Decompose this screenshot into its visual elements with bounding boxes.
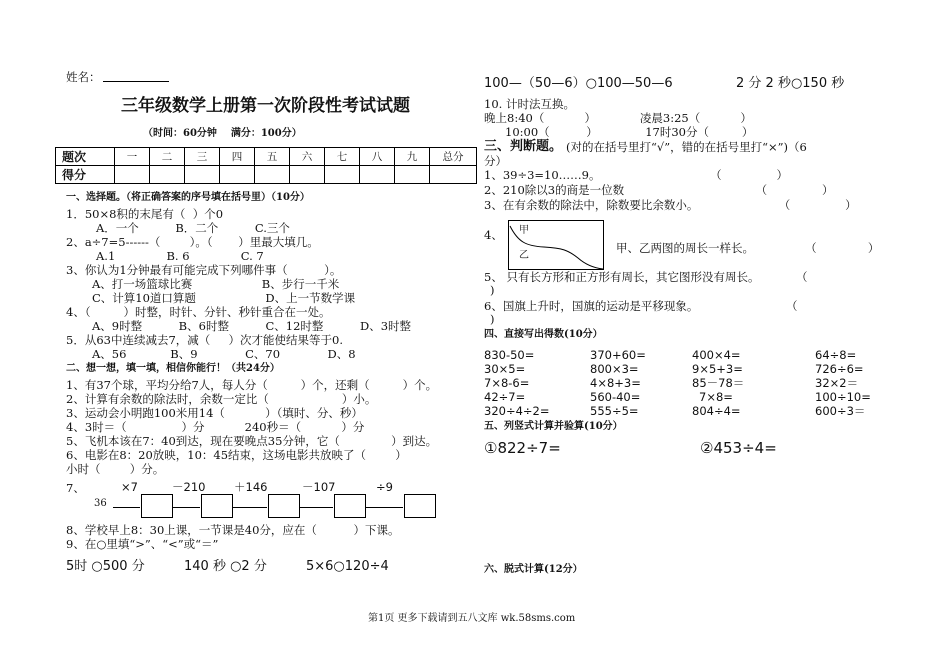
question-10-b: 10:00（ ） 17时30分（ ） [505,125,754,139]
calc-item: 370+60= [590,348,646,362]
page-footer: 第1页 更多下载请到五八文库 wk.58sms.com [368,613,576,624]
score-cell[interactable] [220,166,255,184]
score-cell[interactable] [325,166,360,184]
chain-answer-box[interactable] [201,494,233,518]
calc-item: 30×5= [484,362,526,376]
score-cell-total[interactable] [430,166,477,184]
question-1-5: 5．从63中连续减去7，减（ ）次才能使结果等于0. [66,333,344,347]
calc-item: 800×3= [590,362,639,376]
chain-arrow-line [113,507,140,508]
chain-op: ÷9 [376,480,393,494]
chain-arrow-line [300,507,333,508]
compare-item: 100—（50—6）○100—50—6 [484,76,673,91]
calc-item: 42÷7= [484,390,526,404]
question-1-3: 3、你认为1分钟最有可能完成下列哪件事（ ）。 [66,263,342,277]
question-1-4-options: A、9时整 B、6时整 C、12时整 D、3时整 [92,319,412,333]
question-1-5-options: A、56 B、9 C、70 D、8 [92,347,356,361]
chain-answer-box[interactable] [334,494,366,518]
calc-item: 85－78＝ [692,376,745,390]
score-cell[interactable] [360,166,395,184]
section-3-desc-cont: 分） [484,154,507,168]
section-6-title: 六、脱式计算(12分） [484,564,583,575]
calc-item: 320÷4÷2= [484,404,550,418]
calc-item: 7×8-6= [484,376,530,390]
calc-item: 560-40= [590,390,641,404]
section-2-title: 二、想一想，填一填，相信你能行！（共24分） [66,363,280,374]
calc-item: 64÷8= [815,348,857,362]
chain-op: ×7 [121,480,138,494]
question-1-3-options-b: C、计算10道口算题 D、上一节数学课 [92,291,356,305]
score-col: 一 [115,148,150,166]
chain-op: －210 [172,480,206,494]
judge-4-text: 甲、乙两图的周长一样长。 （ ） [616,241,880,255]
judge-5-close: ) [490,283,495,297]
question-2-3: 3、运动会小明跑100米用14（ ）（填时、分、秒） [66,406,363,420]
chain-answer-box[interactable] [268,494,300,518]
section-5-title: 五、列竖式计算并验算(10分） [484,421,623,432]
page-title: 三年级数学上册第一次阶段性考试试题 [121,96,410,116]
compare-item: 140 秒 ○2 分 [184,559,267,574]
judge-4-number: 4、 [484,228,503,242]
judge-6-close: ) [490,312,495,326]
score-cell[interactable] [290,166,325,184]
section-3-desc: (对的在括号里打“√”，错的在括号里打“×”)（6 [566,140,807,154]
calc-item: 100÷10= [815,390,871,404]
score-row-label: 得分 [56,166,115,184]
judge-2: 2、210除以3的商是一位数 （ ） [484,183,834,197]
calc-item: 600÷3＝ [815,404,866,418]
name-label: 姓名： [66,70,101,84]
score-col: 四 [220,148,255,166]
judge-6: 6、国旗上升时，国旗的运动是平移现象。 （ [484,299,798,313]
score-col: 二 [150,148,185,166]
question-10-a: 晚上8:40（ ） 凌晨3:25（ ） [484,111,752,125]
chain-op: ＋146 [234,480,268,494]
vertical-calc-2: ②453÷4= [700,439,777,457]
calc-item: 400×4= [692,348,741,362]
question-2-5: 5、飞机本该在7：40到达，现在要晚点35分钟，它（ ）到达。 [66,434,438,448]
score-col: 五 [255,148,290,166]
question-2-6: 6、电影在8：20放映，10：45结束，这场电影共放映了（ ） [66,448,407,462]
chain-arrow-line [366,507,403,508]
section-1-title: 一、选择题。（将正确答案的序号填在括号里）（10分） [66,192,310,203]
score-col: 八 [360,148,395,166]
compare-item: 5×6○120÷4 [306,559,389,574]
calc-item: 32×2＝ [815,376,859,390]
score-row-label: 题次 [56,148,115,166]
score-cell[interactable] [150,166,185,184]
score-cell[interactable] [395,166,430,184]
score-table [55,147,477,184]
score-cell[interactable] [255,166,290,184]
score-col: 七 [325,148,360,166]
chain-op: －107 [302,480,336,494]
calc-item: 555÷5= [590,404,639,418]
calc-item: 830-50= [484,348,535,362]
calc-item: 7×8= [699,390,733,404]
score-table-score-row [56,166,477,184]
question-2-7-label: 7、 [66,481,85,495]
score-table-header-row [56,148,477,166]
question-2-1: 1、有37个球，平均分给7人，每人分（ ）个，还剩（ ）个。 [66,378,438,392]
question-2-8: 8、学校早上8：30上课，一节课是40分，应在（ ）下课。 [66,523,400,537]
question-1-1-options: A．一个 B．二个 C.三个 [96,221,290,235]
score-col: 三 [185,148,220,166]
calc-item: 9×5+3= [692,362,743,376]
calc-item: 804÷4= [692,404,741,418]
vertical-calc-1: ①822÷7= [484,439,561,457]
score-col: 六 [290,148,325,166]
chain-answer-box[interactable] [141,494,173,518]
question-2-4: 4、3时＝（ ）分 240秒＝（ ）分 [66,420,365,434]
figure-label-yi: 乙 [519,250,529,261]
calc-item: 726÷6= [815,362,864,376]
chain-arrow-line [173,507,200,508]
question-1-2: 2、a÷7=5------（ ）。（ ）里最大填几。 [66,235,319,249]
judge-1: 1、39÷3=10……9。 （ ） [484,168,788,182]
question-1-3-options-a: A、打一场篮球比赛 B、步行一千米 [92,277,340,291]
question-1-1: 1．50×8积的末尾有（ ）个0 [66,207,224,221]
judge-3: 3、在有余数的除法中，除数要比余数小。 （ ） [484,198,857,212]
compare-item: 5时 ○500 分 [66,559,145,574]
chain-arrow-line [233,507,267,508]
chain-start-value: 36 [94,498,107,509]
calc-item: 4×8+3= [590,376,641,390]
section-3-title: 三、判断题。 [484,139,563,154]
section-4-title: 四、直接写出得数(10分） [484,329,603,340]
question-1-2-options: A.1 B. 6 C. 7 [96,249,264,263]
score-cell[interactable] [185,166,220,184]
name-blank[interactable] [103,81,169,82]
score-col-total: 总分 [430,148,477,166]
question-1-4: 4、（ ）时整，时针、分针、秒针重合在一处。 [66,305,331,319]
question-2-6-cont: 小时（ ）分。 [66,462,165,476]
judge-5: 5、 只有长方形和正方形有周长，其它图形没有周长。 （ [484,270,808,284]
compare-item: 2 分 2 秒○150 秒 [736,76,845,91]
time-info: （时间：60分钟 满分：100分） [143,128,302,139]
figure-label-jia: 甲 [519,225,529,236]
question-2-9: 9、在○里填“>”、“<”或“＝” [66,537,219,551]
question-10: 10. 计时法互换。 [484,97,575,111]
chain-answer-box[interactable] [404,494,436,518]
score-cell[interactable] [115,166,150,184]
question-2-2: 2、计算有余数的除法时，余数一定比（ ）小。 [66,392,377,406]
score-col: 九 [395,148,430,166]
